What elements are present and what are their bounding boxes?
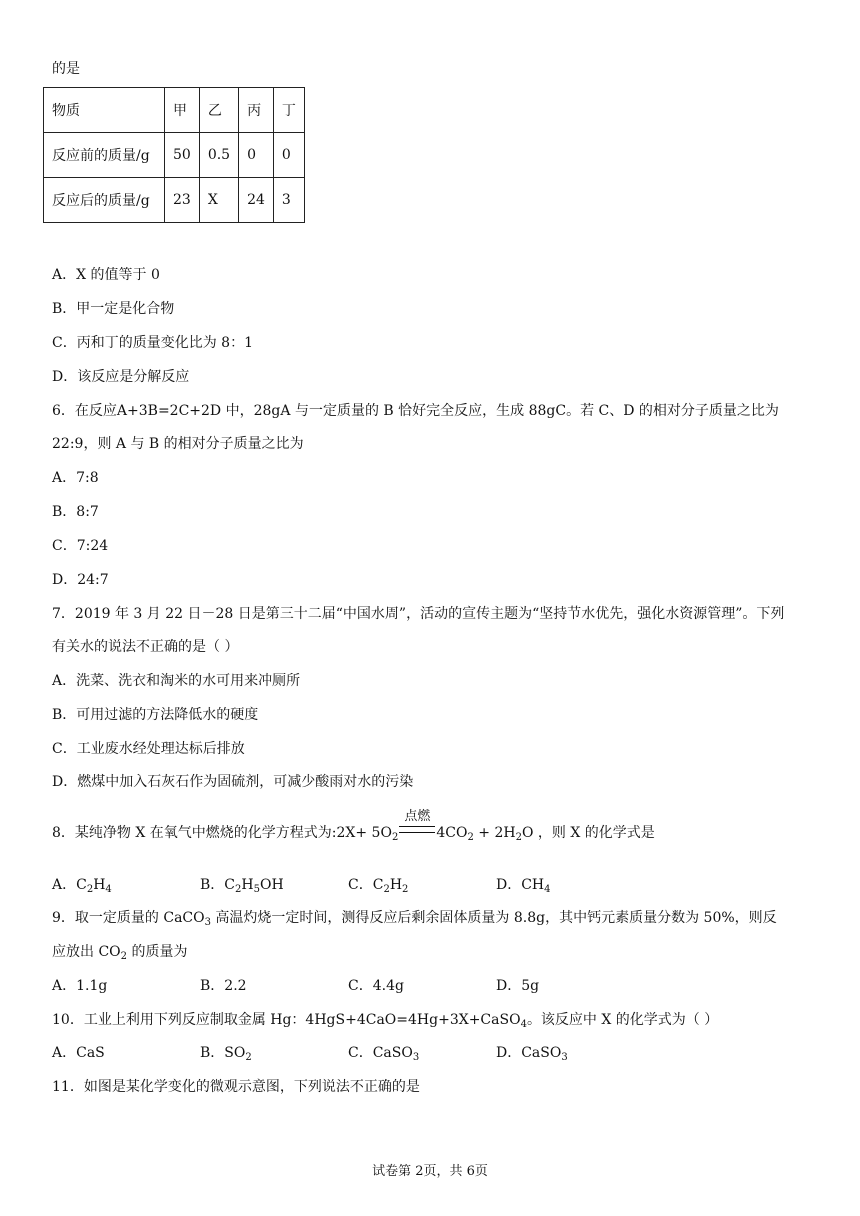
q7-option-a: A．洗菜、洗衣和淘米的水可用来冲厕所 bbox=[52, 673, 301, 689]
q6-stem-line1: 6．在反应A+3B=2C+2D 中，28gA 与一定质量的 B 恰好完全反应，生成 88gC。若 C、D 的相对分子质量之比为 bbox=[52, 403, 779, 419]
q10-option-d: D．CaSO$_3$ bbox=[496, 1045, 568, 1063]
q6-stem-line2: 22:9，则 A 与 B 的相对分子质量之比为 bbox=[52, 436, 304, 452]
q9-stem-line1: 9．取一定质量的 CaCO$_3$ 高温灼烧一定时间，测得反应后剩余固体质量为 8.8g，其中钙元素质量分数为 50%，则反 bbox=[52, 910, 777, 928]
q10-option-b: B．$SO_2$ bbox=[200, 1045, 252, 1063]
q9-option-d: D．5g bbox=[496, 978, 540, 994]
q8-stem-prefix: 8．某纯净物 X 在氧气中燃烧的化学方程式为: bbox=[52, 825, 337, 841]
table-row bbox=[44, 88, 305, 133]
q8-stem bbox=[52, 809, 655, 843]
q7-stem-line1: 7．2019 年 3 月 22 日－28 日是第三十二届“中国水周”，活动的宣传主题为“坚持节水优先，强化水资源管理”。下列 bbox=[52, 606, 785, 622]
q10-option-c: C．CaSO$_3$ bbox=[348, 1045, 420, 1063]
q5-option-d: D．该反应是分解反应 bbox=[52, 369, 190, 385]
table-cell: 0 bbox=[239, 133, 274, 178]
q10-stem: 10．工业上利用下列反应制取金属 Hg：4HgS+4CaO=4Hg+3X+CaSO$_4$。该反应中 X 的化学式为（ ） bbox=[52, 1012, 719, 1030]
q6-option-d: D．24:7 bbox=[52, 572, 109, 588]
q5-lead: 的是 bbox=[52, 61, 80, 77]
q8-equation: $2X+ 5O_2$ 点燃 $4CO_2 + 2H_2O$ bbox=[336, 809, 534, 843]
q5-option-a: A．X 的值等于 0 bbox=[52, 267, 160, 283]
q6-option-a: A．7:8 bbox=[52, 470, 99, 486]
q8-option-d: D．$CH_4$ bbox=[496, 877, 551, 895]
table-row bbox=[44, 178, 305, 223]
q9-option-a: A．1.1g bbox=[52, 978, 108, 994]
table-cell: 丁 bbox=[273, 88, 304, 133]
q5-mass-table bbox=[43, 87, 305, 223]
table-cell: 丙 bbox=[239, 88, 274, 133]
q8-ignition-arrow: 点燃 bbox=[399, 824, 435, 842]
q9-stem-line2: 应放出 $CO_2$ 的质量为 bbox=[52, 944, 188, 962]
q6-option-b: B．8:7 bbox=[52, 504, 99, 520]
q9-option-b: B．2.2 bbox=[200, 978, 247, 994]
q9-options bbox=[52, 977, 644, 995]
table-row bbox=[44, 133, 305, 178]
q8-option-a: A．$C_2H_4$ bbox=[52, 877, 112, 895]
q5-option-c: C．丙和丁的质量变化比为 8：1 bbox=[52, 335, 253, 351]
q8-option-c: C．$C_2H_2$ bbox=[348, 877, 409, 895]
table-cell: 23 bbox=[165, 178, 200, 223]
q10-options bbox=[52, 1044, 644, 1062]
q7-option-c: C．工业废水经处理达标后排放 bbox=[52, 741, 245, 757]
q7-option-d: D．燃煤中加入石灰石作为固硫剂，可减少酸雨对水的污染 bbox=[52, 774, 414, 790]
table-cell: 24 bbox=[239, 178, 274, 223]
q8-options bbox=[52, 876, 644, 894]
table-cell: 0.5 bbox=[199, 133, 238, 178]
q8-option-b: B．$C_2H_5OH$ bbox=[200, 877, 284, 895]
table-cell: 甲 bbox=[165, 88, 200, 133]
q7-stem-line2: 有关水的说法不正确的是（ ） bbox=[52, 639, 239, 655]
q5-option-b: B．甲一定是化合物 bbox=[52, 301, 175, 317]
q7-option-b: B．可用过滤的方法降低水的硬度 bbox=[52, 707, 259, 723]
q10-option-a: A．CaS bbox=[52, 1045, 105, 1061]
table-cell: 反应后的质量/g bbox=[44, 178, 165, 223]
table-cell: X bbox=[199, 178, 238, 223]
page-footer: 试卷第 2页，共 6页 bbox=[372, 1164, 488, 1179]
q6-option-c: C．7:24 bbox=[52, 538, 109, 554]
q9-option-c: C．4.4g bbox=[348, 978, 404, 994]
table-cell: 3 bbox=[273, 178, 304, 223]
table-cell: 乙 bbox=[199, 88, 238, 133]
table-cell: 物质 bbox=[44, 88, 165, 133]
table-cell: 反应前的质量/g bbox=[44, 133, 165, 178]
q11-stem: 11．如图是某化学变化的微观示意图，下列说法不正确的是 bbox=[52, 1079, 420, 1095]
table-cell: 50 bbox=[165, 133, 200, 178]
table-cell: 0 bbox=[273, 133, 304, 178]
q8-stem-suffix: ，则 X 的化学式是 bbox=[533, 825, 655, 841]
